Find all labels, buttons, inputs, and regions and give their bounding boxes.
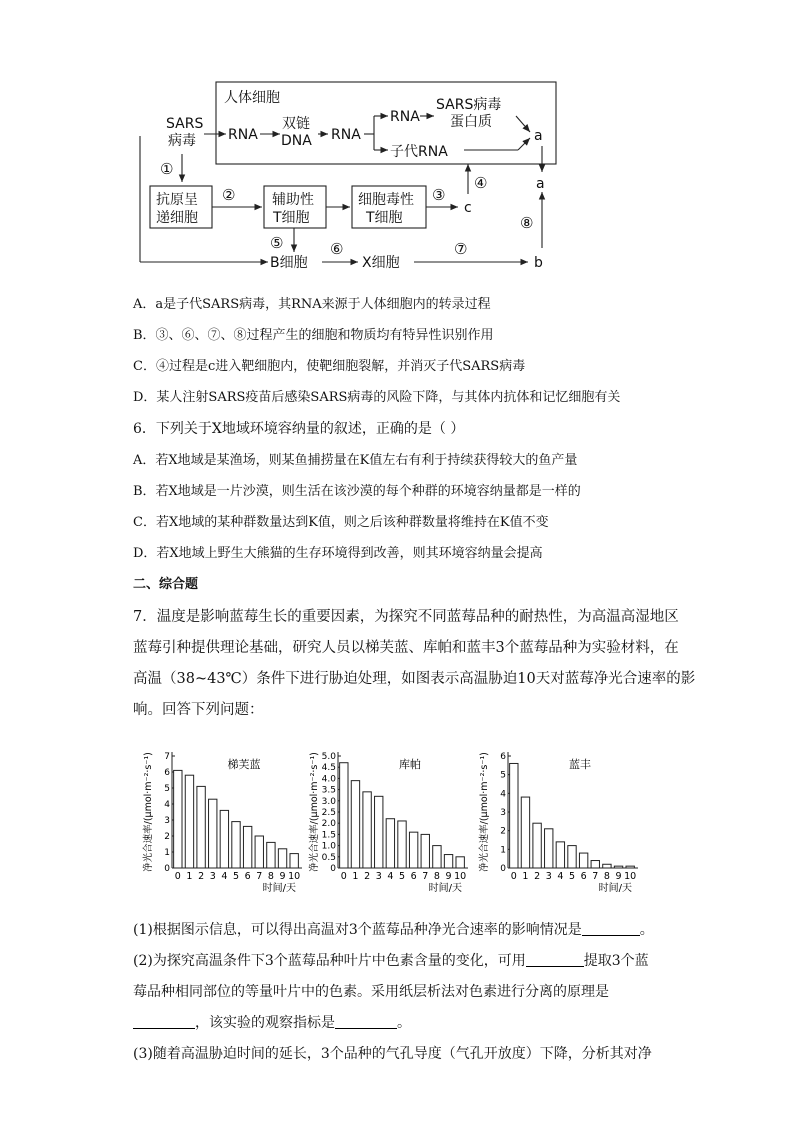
chart-y-tick-label: 0	[500, 864, 506, 874]
step-5-label: ⑤	[270, 234, 284, 252]
chart-x-axis-label: 时间/天	[262, 883, 296, 894]
chart-x-tick-label: 10	[454, 871, 467, 882]
chart-x-tick-label: 7	[256, 871, 263, 882]
chart-y-axis-label: 净光合速率/(μmol·m⁻²·s⁻¹)	[479, 752, 490, 872]
chart-x-tick-label: 8	[603, 871, 610, 882]
sars-protein-label-2: 蛋白质	[450, 114, 492, 130]
rna-label-2: RNA	[331, 127, 361, 143]
chart-x-tick-label: 3	[545, 871, 552, 882]
chart-title: 蓝丰	[569, 758, 591, 771]
chart-x-tick-label: 0	[340, 871, 347, 882]
chart-y-tick-label: 1	[500, 845, 506, 856]
chart-bar	[220, 810, 228, 868]
chart-bar	[409, 832, 417, 868]
chart-bar	[421, 834, 429, 868]
immune-flow-diagram	[130, 76, 570, 276]
chart-bar	[568, 846, 576, 868]
step-6-label: ⑥	[330, 240, 344, 258]
apc-label-2: 递细胞	[156, 210, 198, 226]
label-a-top: a	[534, 128, 543, 144]
step-2-label: ②	[222, 186, 236, 204]
q7-intro-line-1: 7．温度是影响蓝莓生长的重要因素，为探究不同蓝莓品种的耐热性，为高温高湿地区	[133, 609, 679, 625]
chart-bar	[386, 819, 394, 868]
q7-part-2-line-3	[133, 1013, 411, 1033]
chart-bar	[398, 821, 406, 868]
chart-bar	[243, 826, 251, 868]
chart-y-tick-label: 3.0	[321, 796, 336, 807]
chart-x-tick-label: 9	[279, 871, 286, 882]
b-cell-label: B细胞	[270, 255, 308, 271]
chart-bar	[510, 763, 518, 868]
chart-bar	[255, 836, 263, 868]
q7-intro-line-3: 高温（38~43℃）条件下进行胁迫处理，如图表示高温胁迫10天对蓝莓净光合速率的影	[133, 671, 696, 687]
chart-x-tick-label: 2	[198, 871, 205, 882]
chart-kupa	[308, 740, 473, 898]
chart-y-axis-label: 净光合速率/(μmol·m⁻²·s⁻¹)	[143, 752, 154, 872]
sars-label-1: SARS	[166, 116, 204, 132]
chart-bar	[591, 861, 599, 868]
q7-part-1-end: 。	[639, 922, 654, 938]
chart-bar	[351, 781, 359, 868]
chart-y-tick-label: 3	[500, 808, 506, 818]
chart-x-tick-label: 9	[615, 871, 622, 882]
chart-x-tick-label: 0	[510, 871, 517, 882]
step-4-label: ④	[474, 174, 488, 192]
chart-x-tick-label: 3	[209, 871, 216, 882]
chart-x-tick-label: 3	[375, 871, 382, 882]
q7-part-2-line-2: 莓品种相同部位的等量叶片中的色素。采用纸层析法对色素进行分离的原理是	[133, 984, 609, 1000]
chart-y-tick-label: 5	[500, 770, 506, 781]
chart-y-tick-label: 3.5	[321, 785, 336, 796]
step-1-label: ①	[160, 160, 174, 178]
chart-y-tick-label: 4	[500, 789, 506, 800]
chart-x-tick-label: 8	[267, 871, 274, 882]
chart-y-tick-label: 4	[164, 800, 170, 810]
chart-x-tick-label: 7	[422, 871, 429, 882]
chart-x-axis-label: 时间/天	[428, 883, 462, 894]
chart-bar	[444, 855, 452, 868]
chart-y-tick-label: 5.0	[321, 752, 336, 762]
chart-x-tick-label: 1	[522, 871, 529, 882]
chart-y-tick-label: 0	[164, 864, 170, 874]
label-c: c	[464, 200, 472, 216]
q7-part-2-line-1	[133, 951, 649, 971]
chart-y-tick-label: 2	[164, 832, 170, 842]
q7-intro-line-4: 响。回答下列问题：	[133, 702, 264, 718]
chart-y-tick-label: 2.5	[321, 808, 336, 818]
q7-intro-line-2: 蓝莓引种提供理论基础，研究人员以梯芙蓝、库帕和蓝丰3个蓝莓品种为实验材料，在	[133, 640, 679, 656]
q7-part-1	[133, 920, 654, 940]
label-b: b	[534, 255, 543, 271]
chart-bar	[290, 854, 298, 868]
chart-bar	[209, 799, 217, 868]
q7-part-1-text: (1)根据图示信息，可以得出高温对3个蓝莓品种净光合速率的影响情况是	[133, 922, 582, 938]
chart-y-axis-label: 净光合速率/(μmol·m⁻²·s⁻¹)	[309, 752, 320, 872]
chart-y-tick-label: 1.5	[321, 830, 336, 841]
chart-x-tick-label: 8	[433, 871, 440, 882]
chart-bar	[626, 866, 634, 868]
chart-tifulan	[142, 740, 307, 898]
chart-y-tick-label: 7	[164, 752, 170, 762]
chart-bar	[545, 829, 553, 868]
chart-x-tick-label: 4	[221, 871, 228, 882]
cell-box-title: 人体细胞	[224, 90, 280, 106]
chart-x-axis-label: 时间/天	[598, 883, 632, 894]
q7-part-2-text-e: 。	[397, 1015, 411, 1031]
chart-y-tick-label: 2.0	[321, 819, 336, 830]
chart-title: 库帕	[399, 758, 421, 771]
chart-x-tick-label: 1	[186, 871, 193, 882]
chart-bar	[197, 786, 205, 868]
chart-bar	[603, 864, 611, 868]
sars-protein-label-1: SARS病毒	[436, 97, 502, 113]
q6-option-c: C．若X地域的某种群数量达到K值，则之后该种群数量将维持在K值不变	[133, 515, 549, 530]
chart-title: 梯芙蓝	[227, 758, 261, 771]
step-7-label: ⑦	[454, 240, 468, 258]
ctl-label-1: 细胞毒性	[358, 192, 414, 208]
chart-bar	[267, 842, 275, 868]
chart-x-tick-label: 10	[624, 871, 637, 882]
q5-option-b: B．③、⑥、⑦、⑧过程产生的细胞和物质均有特异性识别作用	[133, 328, 494, 343]
chart-y-tick-label: 0.5	[321, 852, 336, 863]
chart-bar	[363, 792, 371, 868]
chart-bar	[456, 857, 464, 868]
q7-part-2-blank-1[interactable]	[526, 952, 584, 967]
chart-bar	[614, 866, 622, 868]
chart-x-tick-label: 6	[244, 871, 251, 882]
chart-x-tick-label: 2	[534, 871, 541, 882]
chart-bar	[521, 797, 529, 868]
chart-bar	[556, 842, 564, 868]
q7-part-1-blank[interactable]	[582, 921, 640, 936]
ds-dna-label-2: DNA	[281, 133, 312, 149]
chart-bar	[340, 763, 348, 868]
q7-part-2-text-b: 提取3个蓝	[583, 953, 649, 969]
chart-y-tick-label: 2	[500, 826, 506, 837]
apc-label-1: 抗原呈	[156, 192, 198, 208]
ds-dna-label-1: 双链	[282, 116, 310, 132]
x-cell-label: X细胞	[362, 255, 400, 271]
chart-y-tick-label: 4.0	[321, 774, 336, 785]
chart-y-tick-label: 1	[164, 848, 170, 858]
chart-x-tick-label: 0	[174, 871, 181, 882]
ctl-label-2: T细胞	[366, 210, 403, 226]
q7-part-3: (3)随着高温胁迫时间的延长，3个品种的气孔导度（气孔开放度）下降，分析其对净	[133, 1046, 652, 1062]
chart-x-tick-label: 1	[352, 871, 359, 882]
chart-x-tick-label: 5	[232, 871, 240, 882]
q7-part-2-text-a: (2)为探究高温条件下3个蓝莓品种叶片中色素含量的变化，可用	[133, 953, 526, 969]
chart-bar	[375, 796, 383, 868]
progeny-rna-label: 子代RNA	[390, 144, 448, 160]
helper-t-label-1: 辅助性	[272, 192, 314, 208]
q6-option-b: B．若X地域是一片沙漠，则生活在该沙漠的每个种群的环境容纳量都是一样的	[133, 484, 581, 499]
q6-stem: 6．下列关于X地域环境容纳量的叙述，正确的是（ ）	[133, 421, 465, 437]
chart-x-tick-label: 9	[445, 871, 452, 882]
rna-label-1: RNA	[228, 127, 258, 143]
chart-bar	[174, 770, 182, 868]
chart-y-tick-label: 6	[500, 752, 506, 762]
step-3-label: ③	[432, 186, 446, 204]
chart-x-tick-label: 2	[364, 871, 371, 882]
chart-x-tick-label: 6	[410, 871, 417, 882]
q7-part-2-blank-3[interactable]	[335, 1014, 397, 1029]
q7-part-2-blank-2[interactable]	[133, 1014, 195, 1029]
chart-bar	[232, 822, 240, 868]
chart-x-tick-label: 5	[398, 871, 406, 882]
sars-label-2: 病毒	[168, 133, 196, 149]
q5-option-c: C．④过程是c进入靶细胞内，使靶细胞裂解，并消灭子代SARS病毒	[133, 359, 526, 374]
chart-bar	[278, 849, 286, 868]
rna-label-3: RNA	[390, 109, 420, 125]
chart-x-tick-label: 5	[568, 871, 576, 882]
chart-y-tick-label: 6	[164, 768, 170, 778]
chart-lanfeng	[478, 740, 643, 898]
chart-y-tick-label: 1.0	[321, 841, 336, 852]
chart-x-tick-label: 7	[592, 871, 599, 882]
q6-option-d: D．若X地域上野生大熊猫的生存环境得到改善，则其环境容纳量会提高	[133, 546, 543, 561]
step-8-label: ⑧	[520, 214, 534, 232]
helper-t-label-2: T细胞	[273, 210, 310, 226]
chart-bar	[533, 823, 541, 868]
q5-option-d: D．某人注射SARS疫苗后感染SARS病毒的风险下降，与其体内抗体和记忆细胞有关	[133, 390, 621, 405]
q6-option-a: A．若X地域是某渔场，则某鱼捕捞量在K值左右有利于持续获得较大的鱼产量	[133, 453, 578, 468]
q5-option-a: A．a是子代SARS病毒，其RNA来源于人体细胞内的转录过程	[133, 297, 491, 312]
chart-x-tick-label: 10	[288, 871, 301, 882]
chart-y-tick-label: 5	[164, 784, 170, 794]
chart-x-tick-label: 6	[580, 871, 587, 882]
chart-y-tick-label: 0	[330, 864, 336, 874]
chart-x-tick-label: 4	[387, 871, 394, 882]
chart-y-tick-label: 4.5	[321, 763, 336, 774]
chart-bar	[579, 853, 587, 868]
label-a: a	[536, 176, 545, 192]
chart-x-tick-label: 4	[557, 871, 564, 882]
chart-bar	[433, 846, 441, 868]
section-heading: 二、综合题	[133, 577, 199, 592]
chart-y-tick-label: 3	[164, 816, 170, 826]
chart-bar	[185, 775, 193, 868]
q7-part-2-text-d: ，该实验的观察指标是	[195, 1015, 335, 1031]
